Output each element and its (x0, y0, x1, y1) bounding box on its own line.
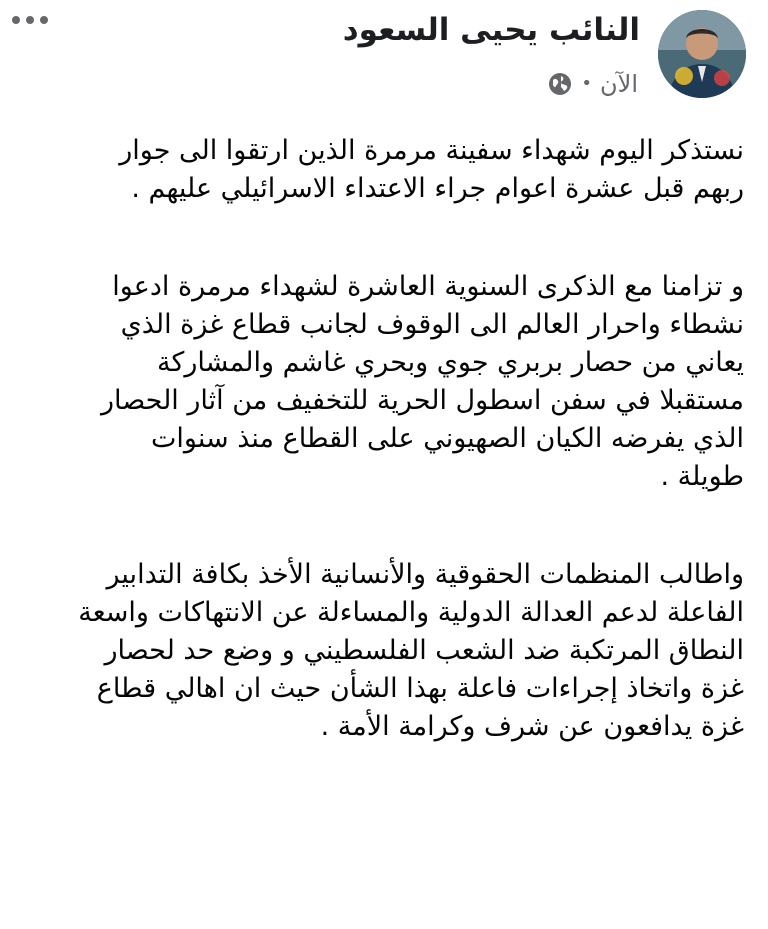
post-line: ربهم قبل عشرة اعوام جراء الاعتداء الاسرائيلي عليهم . (131, 173, 744, 204)
more-options-icon[interactable] (8, 6, 52, 34)
post-line: نشطاء واحرار العالم الى الوقوف لجانب قطاع غزة الذي (120, 309, 744, 340)
post-line: الذي يفرضه الكيان الصهيوني على القطاع منذ سنوات (151, 423, 744, 454)
post-line: الفاعلة لدعم العدالة الدولية والمساءلة عن الانتهاكات واسعة (78, 597, 744, 628)
post-line: غزة واتخاذ إجراءات فاعلة بهذا الشأن حيث ان اهالي قطاع (96, 673, 744, 704)
author-name[interactable]: النائب يحيى السعود (342, 12, 640, 48)
timestamp[interactable]: الآن (600, 70, 638, 98)
post-line: و تزامنا مع الذكرى السنوية العاشرة لشهداء مرمرة ادعوا (112, 271, 744, 302)
globe-icon[interactable] (547, 71, 573, 97)
paragraph-spacer (16, 208, 744, 268)
post-line: يعاني من حصار بربري جوي وبحري غاشم والمشاركة (157, 347, 744, 378)
post-line: مستقبلا في سفن اسطول الحرية للتخفيف من آثار الحصار (100, 385, 744, 416)
post-line: نستذكر اليوم شهداء سفينة مرمرة الذين ارتقوا الى جوار (119, 135, 744, 166)
avatar[interactable] (658, 10, 746, 98)
meta-separator: • (581, 73, 593, 94)
paragraph-spacer (16, 496, 744, 556)
post-line: النطاق المرتكبة ضد الشعب الفلسطيني و وضع حد لحصار (104, 635, 744, 666)
post-paragraph (16, 556, 744, 746)
post-header (0, 0, 768, 110)
post-line: طويلة . (660, 461, 744, 492)
post-line: غزة يدافعون عن شرف وكرامة الأمة . (320, 711, 744, 742)
post-meta (547, 68, 638, 100)
post-paragraph (16, 132, 744, 208)
post-paragraph (16, 268, 744, 496)
post-body (16, 132, 744, 746)
post-line: واطالب المنظمات الحقوقية والأنسانية الأخذ بكافة التدابير (106, 559, 744, 590)
